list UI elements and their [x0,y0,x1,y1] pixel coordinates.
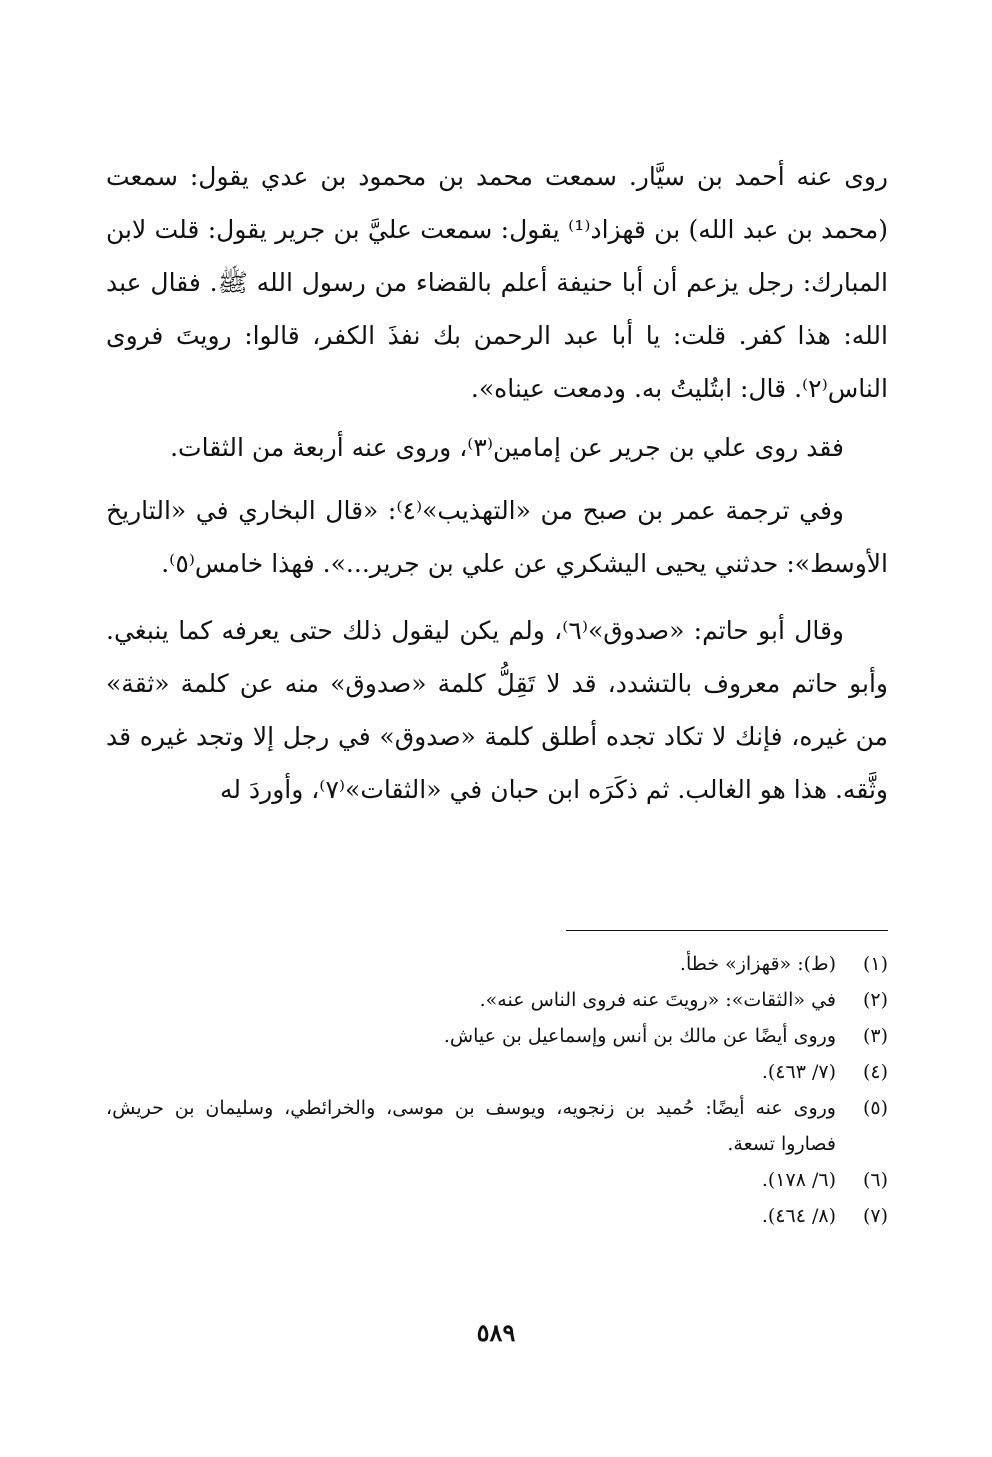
footnote-number: (٦) [862,1169,888,1191]
footnote-number: (٢) [862,989,888,1011]
footnote-4 [106,1054,888,1090]
main-text-block [106,150,888,1457]
footnote-text: وروى عنه أيضًا: حُميد بن زنجويه، ويوسف بن موسى، والخرائطي، وسليمان بن حريش، فصاروا تسعة. [106,1097,836,1155]
footnote-divider [566,930,888,931]
footnote-5 [106,1090,888,1162]
paragraph-4: وقال أبو حاتم: «صدوق»⁽٦⁾، ولم يكن ليقول ذلك حتى يعرفه كما ينبغي. وأبو حاتم معروف بالتشدد، قد لا تَقِلُّ كلمة «صدوق» منه عن كلمة «ثقة» من غيره، فإنك لا تكاد تجده أطلق كلمة «صدوق» في رجل إلا وتجد غيره قد وثَّقه. هذا هو الغالب. ثم ذكَرَه ابن حبان في «الثقات»⁽٧⁾، وأوردَ له [106,616,888,804]
footnote-number: (٥) [862,1097,888,1119]
paragraph-3: وفي ترجمة عمر بن صبح من «التهذيب»⁽٤⁾: «قال البخاري في «التاريخ الأوسط»: حدثني يحيى اليشكري عن علي بن جرير...». فهذا خامس⁽٥⁾. [106,496,888,578]
paragraph-1: روى عنه أحمد بن سيَّار. سمعت محمد بن محمود بن عدي يقول: سمعت (محمد بن عبد الله) بن قهزاد⁽¹⁾ يقول: سمعت عليَّ بن جرير يقول: قلت لابن المبارك: رجل يزعم أن أبا حنيفة أعلم بالقضاء من رسول الله ﷺ. فقال عبد الله: هذا كفر. قلت: يا أبا عبد الرحمن بك نفذَ الكفر، قالوا: رويتَ فروى الناس⁽٢⁾. قال: ابتُليتُ به. ودمعت عيناه». [106,162,889,403]
footnote-7 [106,1198,888,1234]
footnote-text: (٧/ ٤٦٣). [761,1061,836,1083]
footnote-2 [106,982,888,1018]
footnote-number: (٤) [862,1061,888,1083]
footnote-6 [106,1162,888,1198]
footnotes-list [106,946,888,1234]
footnote-number: (٣) [862,1025,888,1047]
paragraph-2: فقد روى علي بن جرير عن إمامين⁽٣⁾، وروى عنه أربعة من الثقات. [170,433,844,462]
footnote-text: (٦/ ١٧٨). [761,1169,836,1191]
page-number: ٥٨٩ [476,1318,516,1347]
footnote-text: في «الثقات»: «رويتَ عنه فروى الناس عنه». [479,989,836,1011]
footnote-number: (٧) [862,1205,888,1227]
footnote-text: (ط): «قهزاز» خطأ. [679,953,836,975]
footnote-1 [106,946,888,982]
footnote-number: (١) [862,953,888,975]
footnote-text: وروى أيضًا عن مالك بن أنس وإسماعيل بن عياش. [443,1025,836,1047]
footnote-3 [106,1018,888,1054]
footnote-text: (٨/ ٤٦٤). [761,1205,836,1227]
